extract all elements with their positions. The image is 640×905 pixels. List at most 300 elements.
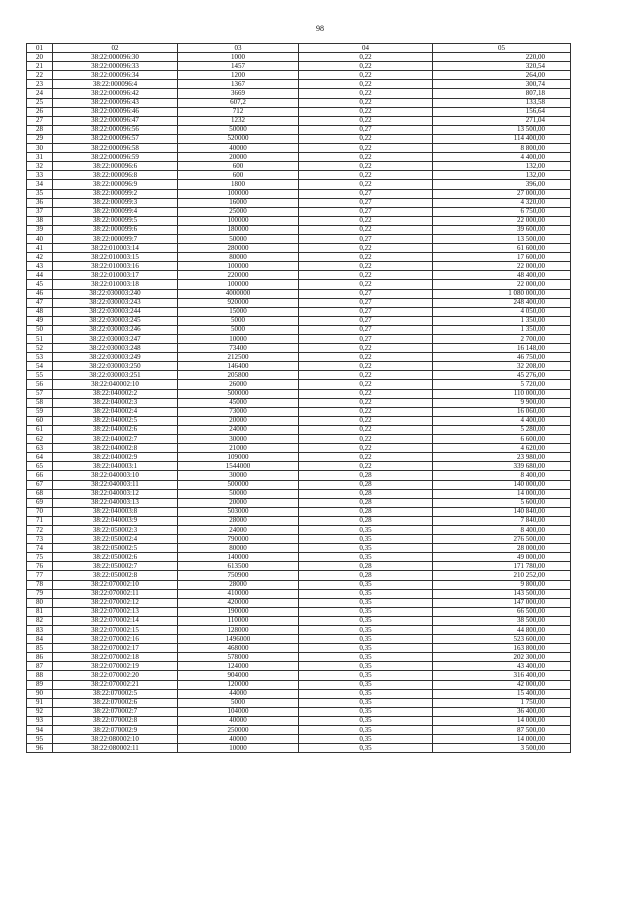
cadastral-number-cell: 38:22:000099:2 — [53, 189, 178, 198]
table-row — [27, 316, 571, 325]
row-number-cell: 20 — [27, 53, 53, 62]
rate-cell: 0,35 — [299, 653, 433, 662]
amount-cell: 339 680,00 — [433, 462, 571, 471]
table-row — [27, 407, 571, 416]
amount-cell: 87 500,00 — [433, 726, 571, 735]
amount-cell: 110 000,00 — [433, 389, 571, 398]
amount-cell: 49 000,00 — [433, 553, 571, 562]
amount-cell: 171 780,00 — [433, 562, 571, 571]
row-number-cell: 95 — [27, 735, 53, 744]
amount-cell: 66 500,00 — [433, 607, 571, 616]
amount-cell: 396,00 — [433, 180, 571, 189]
table-row — [27, 680, 571, 689]
table-row — [27, 253, 571, 262]
row-number-cell: 32 — [27, 162, 53, 171]
area-cell: 20000 — [178, 498, 299, 507]
cadastral-number-cell: 38:22:070002:15 — [53, 626, 178, 635]
amount-cell: 14 000,00 — [433, 735, 571, 744]
rate-cell: 0,28 — [299, 471, 433, 480]
amount-cell: 2 700,00 — [433, 335, 571, 344]
rate-cell: 0,35 — [299, 544, 433, 553]
rate-cell: 0,22 — [299, 407, 433, 416]
cadastral-number-cell: 38:22:040003:10 — [53, 471, 178, 480]
table-row — [27, 744, 571, 753]
area-cell: 613500 — [178, 562, 299, 571]
cadastral-number-cell: 38:22:070002:13 — [53, 607, 178, 616]
row-number-cell: 45 — [27, 280, 53, 289]
row-number-cell: 85 — [27, 644, 53, 653]
row-number-cell: 30 — [27, 144, 53, 153]
cadastral-number-cell: 38:22:000099:6 — [53, 225, 178, 234]
rate-cell: 0,27 — [299, 189, 433, 198]
cadastral-number-cell: 38:22:010003:18 — [53, 280, 178, 289]
area-cell: 28000 — [178, 580, 299, 589]
area-cell: 1800 — [178, 180, 299, 189]
row-number-cell: 46 — [27, 289, 53, 298]
area-cell: 120000 — [178, 680, 299, 689]
rate-cell: 0,27 — [299, 316, 433, 325]
rate-cell: 0,35 — [299, 607, 433, 616]
rate-cell: 0,22 — [299, 244, 433, 253]
table-row — [27, 380, 571, 389]
amount-cell: 210 252,00 — [433, 571, 571, 580]
amount-cell: 163 800,00 — [433, 644, 571, 653]
table-row — [27, 162, 571, 171]
area-cell: 100000 — [178, 280, 299, 289]
area-cell: 250000 — [178, 726, 299, 735]
table-row — [27, 144, 571, 153]
row-number-cell: 88 — [27, 671, 53, 680]
area-cell: 26000 — [178, 380, 299, 389]
row-number-cell: 94 — [27, 726, 53, 735]
amount-cell: 8 400,00 — [433, 471, 571, 480]
rate-cell: 0,22 — [299, 262, 433, 271]
cadastral-number-cell: 38:22:080002:11 — [53, 744, 178, 753]
row-number-cell: 42 — [27, 253, 53, 262]
row-number-cell: 28 — [27, 125, 53, 134]
area-cell: 50000 — [178, 489, 299, 498]
rate-cell: 0,35 — [299, 535, 433, 544]
table-row — [27, 498, 571, 507]
rate-cell: 0,22 — [299, 444, 433, 453]
area-cell: 40000 — [178, 735, 299, 744]
row-number-cell: 59 — [27, 407, 53, 416]
area-cell: 410000 — [178, 589, 299, 598]
row-number-cell: 93 — [27, 716, 53, 725]
cadastral-number-cell: 38:22:040002:10 — [53, 380, 178, 389]
area-cell: 16000 — [178, 198, 299, 207]
area-cell: 30000 — [178, 435, 299, 444]
rate-cell: 0,22 — [299, 371, 433, 380]
amount-cell: 140 840,00 — [433, 507, 571, 516]
table-row — [27, 607, 571, 616]
area-cell: 15000 — [178, 307, 299, 316]
cadastral-number-cell: 38:22:000096:47 — [53, 116, 178, 125]
cadastral-number-cell: 38:22:070002:14 — [53, 616, 178, 625]
cadastral-number-cell: 38:22:040003:8 — [53, 507, 178, 516]
row-number-cell: 47 — [27, 298, 53, 307]
amount-cell: 248 400,00 — [433, 298, 571, 307]
amount-cell: 220,00 — [433, 53, 571, 62]
cadastral-number-cell: 38:22:040002:7 — [53, 435, 178, 444]
amount-cell: 17 600,00 — [433, 253, 571, 262]
rate-cell: 0,35 — [299, 525, 433, 534]
amount-cell: 143 500,00 — [433, 589, 571, 598]
table-header — [27, 44, 571, 53]
area-cell: 124000 — [178, 662, 299, 671]
table-row — [27, 234, 571, 243]
table-row — [27, 189, 571, 198]
table-row — [27, 471, 571, 480]
table-row — [27, 107, 571, 116]
amount-cell: 46 750,00 — [433, 353, 571, 362]
amount-cell: 22 000,00 — [433, 216, 571, 225]
rate-cell: 0,35 — [299, 616, 433, 625]
area-cell: 1544000 — [178, 462, 299, 471]
rate-cell: 0,22 — [299, 171, 433, 180]
area-cell: 5000 — [178, 698, 299, 707]
row-number-cell: 54 — [27, 362, 53, 371]
table-row — [27, 489, 571, 498]
row-number-cell: 62 — [27, 435, 53, 444]
table-row — [27, 207, 571, 216]
table-row — [27, 689, 571, 698]
cadastral-number-cell: 38:22:070002:21 — [53, 680, 178, 689]
amount-cell: 32 208,00 — [433, 362, 571, 371]
rate-cell: 0,35 — [299, 644, 433, 653]
amount-cell: 48 400,00 — [433, 271, 571, 280]
amount-cell: 300,74 — [433, 80, 571, 89]
table-row — [27, 125, 571, 134]
row-number-cell: 80 — [27, 598, 53, 607]
amount-cell: 276 500,00 — [433, 535, 571, 544]
area-cell: 600 — [178, 171, 299, 180]
table-row — [27, 134, 571, 143]
table-row — [27, 544, 571, 553]
cadastral-number-cell: 38:22:040002:2 — [53, 389, 178, 398]
rate-cell: 0,22 — [299, 53, 433, 62]
cadastral-number-cell: 38:22:000096:42 — [53, 89, 178, 98]
amount-cell: 14 000,00 — [433, 716, 571, 725]
table-row — [27, 353, 571, 362]
cadastral-number-cell: 38:22:040003:13 — [53, 498, 178, 507]
area-cell: 40000 — [178, 716, 299, 725]
row-number-cell: 61 — [27, 425, 53, 434]
cadastral-number-cell: 38:22:000096:46 — [53, 107, 178, 116]
row-number-cell: 72 — [27, 525, 53, 534]
row-number-cell: 35 — [27, 189, 53, 198]
amount-cell: 5 600,00 — [433, 498, 571, 507]
cadastral-number-cell: 38:22:070002:8 — [53, 716, 178, 725]
table-row — [27, 716, 571, 725]
cadastral-number-cell: 38:22:000096:57 — [53, 134, 178, 143]
area-cell: 24000 — [178, 525, 299, 534]
cadastral-number-cell: 38:22:050002:4 — [53, 535, 178, 544]
table-row — [27, 262, 571, 271]
amount-cell: 132,00 — [433, 171, 571, 180]
cadastral-number-cell: 38:22:070002:17 — [53, 644, 178, 653]
area-cell: 500000 — [178, 480, 299, 489]
rate-cell: 0,27 — [299, 307, 433, 316]
amount-cell: 45 276,00 — [433, 371, 571, 380]
row-number-cell: 68 — [27, 489, 53, 498]
cadastral-number-cell: 38:22:040002:6 — [53, 425, 178, 434]
area-cell: 146400 — [178, 362, 299, 371]
area-cell: 503000 — [178, 507, 299, 516]
cadastral-number-cell: 38:22:000099:4 — [53, 207, 178, 216]
row-number-cell: 60 — [27, 416, 53, 425]
row-number-cell: 69 — [27, 498, 53, 507]
amount-cell: 4 050,00 — [433, 307, 571, 316]
cadastral-number-cell: 38:22:000096:59 — [53, 153, 178, 162]
row-number-cell: 90 — [27, 689, 53, 698]
amount-cell: 140 000,00 — [433, 480, 571, 489]
row-number-cell: 67 — [27, 480, 53, 489]
rate-cell: 0,28 — [299, 571, 433, 580]
table-row — [27, 216, 571, 225]
row-number-cell: 50 — [27, 325, 53, 334]
row-number-cell: 65 — [27, 462, 53, 471]
cadastral-number-cell: 38:22:030003:251 — [53, 371, 178, 380]
area-cell: 140000 — [178, 553, 299, 562]
table-row — [27, 535, 571, 544]
area-cell: 128000 — [178, 626, 299, 635]
cadastral-number-cell: 38:22:070002:20 — [53, 671, 178, 680]
amount-cell: 44 800,00 — [433, 626, 571, 635]
cadastral-number-cell: 38:22:000096:9 — [53, 180, 178, 189]
amount-cell: 22 000,00 — [433, 280, 571, 289]
header-col-05: 05 — [433, 44, 571, 53]
table-row — [27, 462, 571, 471]
amount-cell: 36 400,00 — [433, 707, 571, 716]
cadastral-number-cell: 38:22:000096:8 — [53, 171, 178, 180]
amount-cell: 4 620,00 — [433, 444, 571, 453]
amount-cell: 320,54 — [433, 62, 571, 71]
rate-cell: 0,28 — [299, 498, 433, 507]
rate-cell: 0,22 — [299, 362, 433, 371]
table-row — [27, 635, 571, 644]
rate-cell: 0,27 — [299, 298, 433, 307]
row-number-cell: 89 — [27, 680, 53, 689]
table-row — [27, 153, 571, 162]
table-row — [27, 616, 571, 625]
row-number-cell: 49 — [27, 316, 53, 325]
amount-cell: 39 600,00 — [433, 225, 571, 234]
table-row — [27, 444, 571, 453]
rate-cell: 0,22 — [299, 453, 433, 462]
row-number-cell: 79 — [27, 589, 53, 598]
table-row — [27, 662, 571, 671]
table-row — [27, 435, 571, 444]
table-row — [27, 371, 571, 380]
rate-cell: 0,35 — [299, 598, 433, 607]
table-row — [27, 644, 571, 653]
table-row — [27, 362, 571, 371]
row-number-cell: 41 — [27, 244, 53, 253]
rate-cell: 0,35 — [299, 580, 433, 589]
rate-cell: 0,35 — [299, 671, 433, 680]
page-number: 98 — [316, 24, 324, 33]
rate-cell: 0,35 — [299, 698, 433, 707]
cadastral-number-cell: 38:22:040003:11 — [53, 480, 178, 489]
row-number-cell: 76 — [27, 562, 53, 571]
table-row — [27, 335, 571, 344]
rate-cell: 0,22 — [299, 253, 433, 262]
area-cell: 220000 — [178, 271, 299, 280]
rate-cell: 0,27 — [299, 325, 433, 334]
cadastral-number-cell: 38:22:070002:9 — [53, 726, 178, 735]
amount-cell: 271,04 — [433, 116, 571, 125]
table-row — [27, 180, 571, 189]
row-number-cell: 86 — [27, 653, 53, 662]
table-row — [27, 562, 571, 571]
amount-cell: 1 080 000,00 — [433, 289, 571, 298]
cadastral-number-cell: 38:22:040002:3 — [53, 398, 178, 407]
area-cell: 712 — [178, 107, 299, 116]
amount-cell: 5 280,00 — [433, 425, 571, 434]
rate-cell: 0,35 — [299, 589, 433, 598]
area-cell: 5000 — [178, 316, 299, 325]
rate-cell: 0,28 — [299, 489, 433, 498]
row-number-cell: 75 — [27, 553, 53, 562]
rate-cell: 0,27 — [299, 335, 433, 344]
area-cell: 578000 — [178, 653, 299, 662]
table-row — [27, 398, 571, 407]
cadastral-number-cell: 38:22:030003:246 — [53, 325, 178, 334]
area-cell: 24000 — [178, 425, 299, 434]
rate-cell: 0,28 — [299, 507, 433, 516]
amount-cell: 6 600,00 — [433, 435, 571, 444]
area-cell: 10000 — [178, 744, 299, 753]
table-row — [27, 416, 571, 425]
amount-cell: 38 500,00 — [433, 616, 571, 625]
table-row — [27, 271, 571, 280]
area-cell: 80000 — [178, 544, 299, 553]
row-number-cell: 34 — [27, 180, 53, 189]
rate-cell: 0,22 — [299, 435, 433, 444]
amount-cell: 9 800,00 — [433, 580, 571, 589]
rate-cell: 0,22 — [299, 216, 433, 225]
cadastral-number-cell: 38:22:030003:244 — [53, 307, 178, 316]
row-number-cell: 43 — [27, 262, 53, 271]
rate-cell: 0,22 — [299, 107, 433, 116]
amount-cell: 4 400,00 — [433, 153, 571, 162]
table-row — [27, 344, 571, 353]
row-number-cell: 81 — [27, 607, 53, 616]
table-row — [27, 307, 571, 316]
row-number-cell: 66 — [27, 471, 53, 480]
table-row — [27, 280, 571, 289]
amount-cell: 27 000,00 — [433, 189, 571, 198]
amount-cell: 22 000,00 — [433, 262, 571, 271]
amount-cell: 13 500,00 — [433, 234, 571, 243]
amount-cell: 7 840,00 — [433, 516, 571, 525]
table-row — [27, 480, 571, 489]
area-cell: 1367 — [178, 80, 299, 89]
rate-cell: 0,27 — [299, 207, 433, 216]
table-row — [27, 507, 571, 516]
header-col-04: 04 — [299, 44, 433, 53]
area-cell: 28000 — [178, 516, 299, 525]
table-row — [27, 198, 571, 207]
amount-cell: 1 350,00 — [433, 325, 571, 334]
rate-cell: 0,27 — [299, 289, 433, 298]
rate-cell: 0,22 — [299, 271, 433, 280]
area-cell: 50000 — [178, 125, 299, 134]
amount-cell: 5 720,00 — [433, 380, 571, 389]
area-cell: 212500 — [178, 353, 299, 362]
table-row — [27, 98, 571, 107]
area-cell: 520000 — [178, 134, 299, 143]
table-body — [27, 53, 571, 753]
rate-cell: 0,28 — [299, 516, 433, 525]
table-row — [27, 171, 571, 180]
rate-cell: 0,22 — [299, 134, 433, 143]
rate-cell: 0,22 — [299, 353, 433, 362]
area-cell: 500000 — [178, 389, 299, 398]
amount-cell: 16 148,00 — [433, 344, 571, 353]
amount-cell: 1 750,00 — [433, 698, 571, 707]
rate-cell: 0,22 — [299, 380, 433, 389]
row-number-cell: 53 — [27, 353, 53, 362]
row-number-cell: 38 — [27, 216, 53, 225]
table-row — [27, 71, 571, 80]
cadastral-number-cell: 38:22:000099:5 — [53, 216, 178, 225]
rate-cell: 0,35 — [299, 553, 433, 562]
cadastral-number-cell: 38:22:040002:5 — [53, 416, 178, 425]
rate-cell: 0,28 — [299, 480, 433, 489]
header-row — [27, 44, 571, 53]
cadastral-number-cell: 38:22:000096:43 — [53, 98, 178, 107]
cadastral-number-cell: 38:22:050002:5 — [53, 544, 178, 553]
rate-cell: 0,22 — [299, 98, 433, 107]
area-cell: 40000 — [178, 144, 299, 153]
row-number-cell: 70 — [27, 507, 53, 516]
cadastral-number-cell: 38:22:050002:3 — [53, 525, 178, 534]
rate-cell: 0,35 — [299, 707, 433, 716]
row-number-cell: 77 — [27, 571, 53, 580]
amount-cell: 3 500,00 — [433, 744, 571, 753]
area-cell: 30000 — [178, 471, 299, 480]
rate-cell: 0,22 — [299, 153, 433, 162]
cadastral-number-cell: 38:22:070002:12 — [53, 598, 178, 607]
amount-cell: 807,18 — [433, 89, 571, 98]
cadastral-number-cell: 38:22:000096:4 — [53, 80, 178, 89]
cadastral-number-cell: 38:22:030003:249 — [53, 353, 178, 362]
row-number-cell: 40 — [27, 234, 53, 243]
table-row — [27, 671, 571, 680]
cadastral-number-cell: 38:22:030003:243 — [53, 298, 178, 307]
area-cell: 100000 — [178, 216, 299, 225]
row-number-cell: 55 — [27, 371, 53, 380]
row-number-cell: 83 — [27, 626, 53, 635]
cadastral-number-cell: 38:22:050002:8 — [53, 571, 178, 580]
header-col-01: 01 — [27, 44, 53, 53]
cadastral-number-cell: 38:22:030003:248 — [53, 344, 178, 353]
amount-cell: 15 400,00 — [433, 689, 571, 698]
row-number-cell: 73 — [27, 535, 53, 544]
area-cell: 4000000 — [178, 289, 299, 298]
cadastral-number-cell: 38:22:030003:240 — [53, 289, 178, 298]
amount-cell: 13 500,00 — [433, 125, 571, 134]
area-cell: 109000 — [178, 453, 299, 462]
area-cell: 73400 — [178, 344, 299, 353]
row-number-cell: 58 — [27, 398, 53, 407]
rate-cell: 0,22 — [299, 280, 433, 289]
table-row — [27, 298, 571, 307]
amount-cell: 8 800,00 — [433, 144, 571, 153]
table-row — [27, 516, 571, 525]
